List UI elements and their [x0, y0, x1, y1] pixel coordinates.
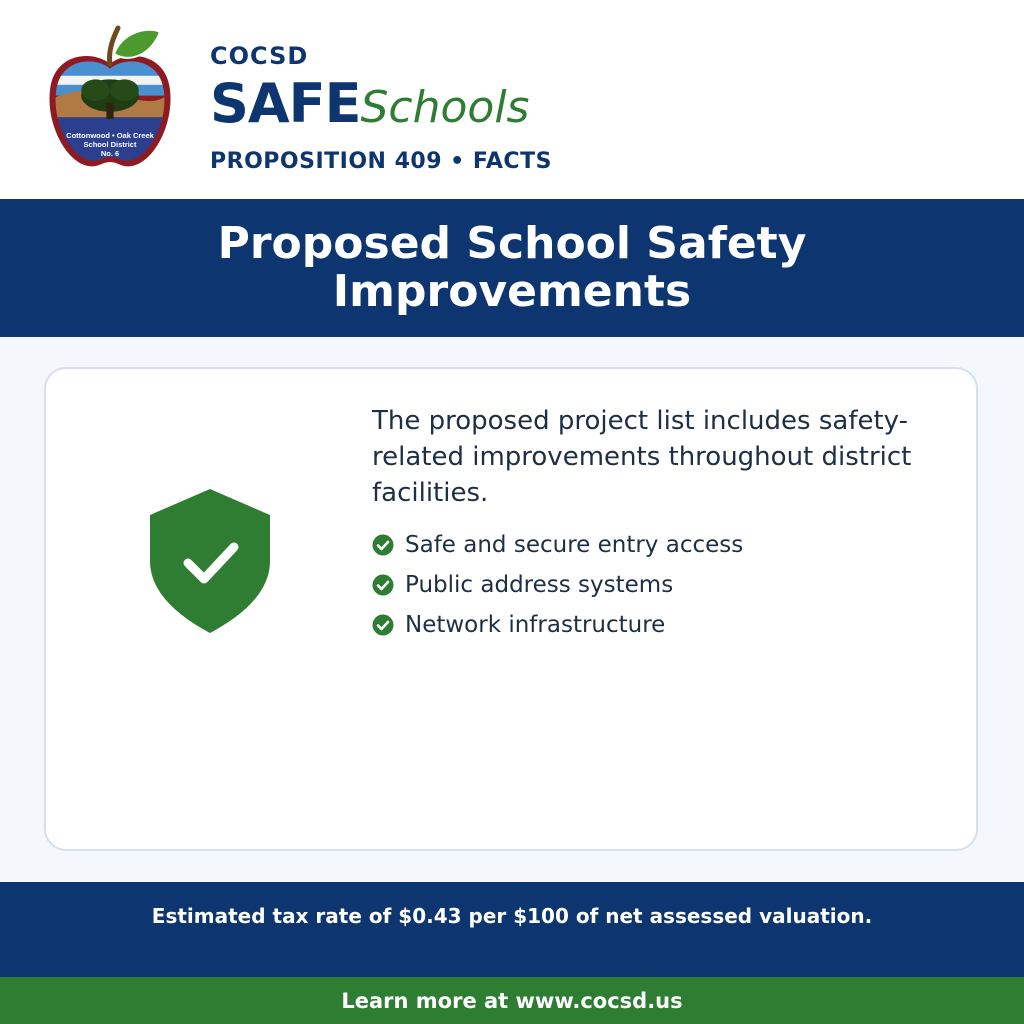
org-name: COCSD [210, 42, 309, 70]
brand-schools: Schools [360, 82, 530, 133]
list-item-label: Safe and secure entry access [405, 532, 744, 558]
brand-block [210, 42, 552, 174]
check-circle-icon [372, 574, 394, 596]
tax-note-band [0, 882, 1024, 977]
logo-text-line-3: No. 6 [100, 149, 120, 158]
logo-text-line-2: School District [83, 140, 137, 149]
tax-note: Estimated tax rate of $0.43 per $100 of net assessed valuation. [151, 903, 873, 928]
district-apple-logo [44, 24, 176, 170]
brand-safe: SAFE [210, 72, 361, 135]
check-circle-icon [372, 534, 394, 556]
header [0, 0, 1024, 199]
footer-link-text: Learn more at www.cocsd.us [341, 988, 683, 1013]
list-item [372, 605, 743, 645]
bullet-list [372, 525, 743, 645]
proposition-subtitle: PROPOSITION 409 • FACTS [210, 149, 552, 174]
list-item-label: Network infrastructure [405, 612, 666, 638]
content-area [0, 337, 1024, 882]
page-title: Proposed School Safety Improvements [217, 218, 807, 317]
logo-text-line-1: Cottonwood • Oak Creek [66, 131, 154, 140]
list-item [372, 565, 743, 605]
info-card [44, 367, 978, 851]
shield-check-icon [146, 487, 274, 635]
footer-band [0, 977, 1024, 1024]
brand-wordmark [210, 72, 552, 145]
check-circle-icon [372, 614, 394, 636]
list-item-label: Public address systems [405, 572, 674, 598]
list-item [372, 525, 743, 565]
intro-text: The proposed project list includes safety-related improvements throughout district facilities. [372, 406, 912, 508]
title-band [0, 199, 1024, 337]
